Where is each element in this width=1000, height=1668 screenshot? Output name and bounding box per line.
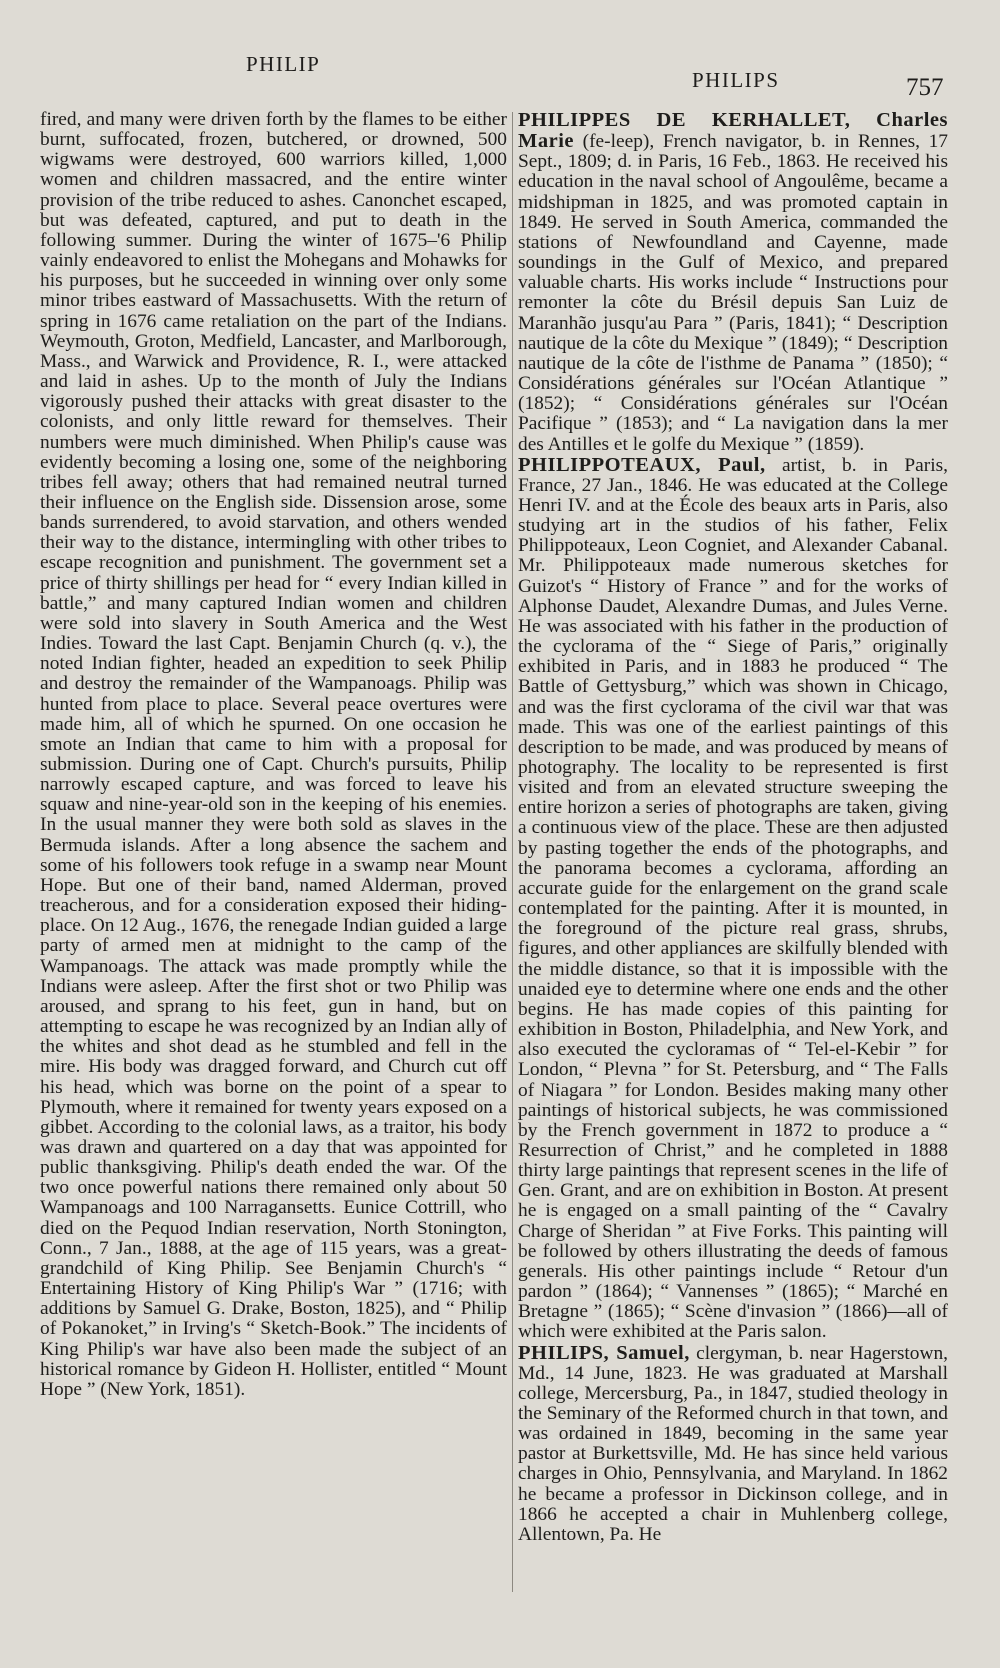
continued-paragraph: fired, and many were driven forth by the flames to be either burnt, suffocated, frozen, butchered, or drowned, 500 wigwams were destroyed, 600 warriors killed, 1,000 women and children massacred, and the entire winter provision of the tribe reduced to ashes. Canonchet escaped, but was defeated, captured, and put to death in the following summer. During the winter of 1675–'6 Philip vainly endeavored to enlist the Mohegans and Mohawks for his purposes, but he succeeded in winning over only some minor tribes eastward of Massachusetts. With the return of spring in 1676 came retaliation on the part of the Indians. Weymouth, Groton, Medfield, Lancaster, and Marlborough, Mass., and Warwick and Providence, R. I., were attacked and laid in ashes. Up to the month of July the Indians vigorously pushed their attacks with great disaster to the colonists, and only little reward for themselves. Their numbers were much diminished. When Philip's cause was evidently becoming a losing one, some of the neighboring tribes fell away; others that had remained neutral turned their influence on the English side. Dissension arose, some bands surrendered, to avoid starvation, and others wended their way to the distance, intermingling with other tribes to escape recognition and punishment. The government set a price of thirty shillings per head for “ every Indian killed in battle,” and many captured Indian women and children were sold into slavery in South America and the West Indies. Toward the last Capt. Benjamin Church (q. v.), the noted Indian fighter, headed an expedition to seek Philip and destroy the remainder of the Wampanoags. Philip was hunted from place to place. Several peace overtures were made him, all of which he spurned. On one occasion he smote an Indian that came to him with a proposal for submission. During one of Capt. Church's pursuits, Philip narrowly escaped capture, and was forced to leave his squaw and nine-year-old son in the keeping of his enemies. In the usual manner they were both sold as slaves in the Bermuda islands. After a long absence the sachem and some of his followers took refuge in a swamp near Mount Hope. But one of their band, named Alderman, proved treacherous, and for a consideration exposed their hiding-place. On 12 Aug., 1676, the renegade Indian guided a large party of armed men at midnight to the camp of the Wampanoags. The attack was made promptly while the Indians were asleep. After the first shot or two Philip was aroused, and sprang to his feet, gun in hand, but on attempting to escape he was recognized by an Indian ally of the whites and shot dead as he stumbled and fell in the mire. His body was dragged forward, and Church cut off his head, which was borne on the point of a spear to Plymouth, where it remained for twenty years exposed on a gibbet. According to the colonial laws, as a traitor, his body was drawn and quartered on a day that was appointed for public thanksgiving. Philip's death ended the war. Of the two once powerful nations there remained only about 50 Wampanoags and 100 Narragansetts. Eunice Cottrill, who died on the Pequod Indian reservation, North Stonington, Conn., 7 Jan., 1888, at the age of 115 years, was a great-grandchild of King Philip. See Benjamin Church's “ Entertaining History of King Philip's War ” (1716; with additions by Samuel G. Drake, Boston, 1825), and “ Philip of Pokanoket,” in Irving's “ Sketch-Book.” The incidents of King Philip's war have also been made the subject of an historical romance by Gideon H. Hollister, entitled “ Mount Hope ” (New York, 1851). bbox=[40, 109, 507, 1400]
column-divider bbox=[512, 112, 513, 1592]
entry-philippoteaux bbox=[518, 455, 948, 1343]
entry-text: artist, b. in Paris, France, 27 Jan., 1846. He was educated at the College Henri IV. and at the École des beaux arts in Paris, also studying art in the studios of his father, Felix Philippoteaux, Leon Cogniet, and Alexander Cabanal. Mr. Philippoteaux made numerous sketches for Guizot's “ History of France ” and for the works of Alphonse Daudet, Alexandre Dumas, and Jules Verne. He was associated with his father in the production of the cyclorama of the “ Siege of Paris,” originally exhibited in Paris, and in 1883 he produced “ The Battle of Gettysburg,” which was shown in Chicago, and was the first cyclorama of the civil war that was made. This was one of the earliest paintings of this description to be made, and was produced by means of photography. The locality to be represented is first visited and from an elevated structure sweeping the entire horizon a series of photographs are taken, giving a continuous view of the place. These are then adjusted by pasting together the ends of the photographs, and the panorama becomes a cyclorama, affording an accurate guide for the enlargement on the grand scale contemplated for the painting. After it is mounted, in the foreground of the picture real grass, shrubs, figures, and other appliances are skilfully blended with the middle distance, so that it is impossible with the unaided eye to determine where one ends and the other begins. He has made copies of this painting for exhibition in Boston, Philadelphia, and New York, and also executed the cycloramas of “ Tel-el-Kebir ” for London, “ Plevna ” for St. Petersburg, and “ The Falls of Niagara ” for London. Besides making many other paintings of historical subjects, he was commissioned by the French government in 1872 to produce a “ Resurrection of Christ,” and he completed in 1888 thirty large paintings that represent scenes in the life of Gen. Grant, and are on exhibition in Boston. At present he is engaged on a small painting of the “ Cavalry Charge of Sheridan ” at Five Forks. This painting will be followed by others illustrating the deeds of famous generals. His other paintings include “ Retour d'un pardon ” (1864); “ Vannenses ” (1865); “ Marché en Bretagne ” (1865); “ Scène d'invasion ” (1866)—all of which were exhibited at the Paris salon. bbox=[518, 454, 949, 1343]
entry-heading: PHILIPS, Samuel, bbox=[518, 1341, 690, 1364]
page-number: 757 bbox=[906, 74, 944, 101]
left-column bbox=[40, 110, 507, 1400]
left-running-head: PHILIP bbox=[246, 52, 321, 76]
entry-text: (fe-leep), French navigator, b. in Rennes, 17 Sept., 1809; d. in Paris, 16 Feb., 1863. He received his education in the naval school of Angoulême, became a midshipman in 1825, and was promoted captain in 1849. He served in South America, commanded the stations of Newfoundland and Cayenne, made soundings in the Gulf of Mexico, and prepared valuable charts. His works include “ Instructions pour remonter la côte du Brésil depuis San Luiz de Maranhão jusqu'au Para ” (Paris, 1841); “ Description nautique de la côte du Mexique ” (1849); “ Description nautique de la côte de l'isthme de Panama ” (1850); “ Considérations générales sur l'Océan Atlantique ” (1852); “ Considérations générales sur l'Océan Pacifique ” (1853); and “ La navigation dans la mer des Antilles et le golfe du Mexique ” (1859). bbox=[518, 131, 948, 455]
entry-text: clergyman, b. near Hagerstown, Md., 14 June, 1823. He was graduated at Marshall college, Mercersburg, Pa., in 1847, studied theology in the Seminary of the Reformed church in that town, and was ordained in 1849, becoming in the same year pastor at Burkettsville, Md. He has since held various charges in Ohio, Pennsylvania, and Maryland. In 1862 he became a professor in Dickinson college, and in 1866 he accepted a chair in Muhlenberg college, Allentown, Pa. He bbox=[518, 1342, 948, 1545]
entry-philips-samuel bbox=[518, 1343, 948, 1546]
right-column bbox=[518, 110, 948, 1545]
entry-philippes-de-kerhallet bbox=[518, 110, 948, 455]
entry-heading: PHILIPPES DE KERHALLET, Charles Marie bbox=[518, 109, 948, 153]
page-header bbox=[0, 52, 1000, 101]
right-running-head: PHILIPS bbox=[692, 68, 780, 92]
entry-heading: PHILIPPOTEAUX, Paul, bbox=[518, 453, 766, 476]
